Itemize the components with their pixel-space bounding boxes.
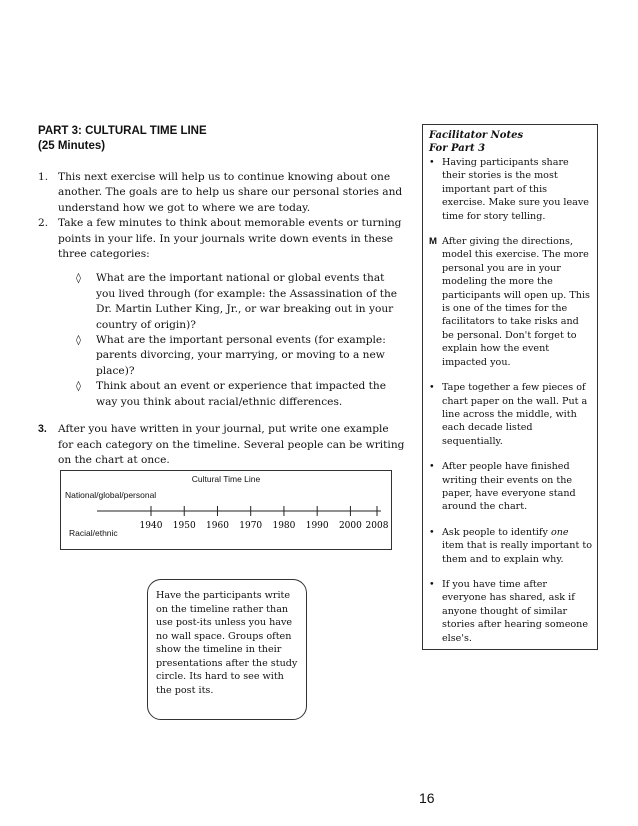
facilitator-title-line2: For Part 3 <box>429 143 486 154</box>
bullet-icon: • <box>429 526 435 538</box>
note-item <box>429 460 593 514</box>
bullet-icon: • <box>429 382 435 394</box>
callout-note-box <box>147 579 307 720</box>
note-text: Tape together a few pieces of chart paper on the wall. Put a line across the middle, with each decade listed sequentially. <box>442 382 588 447</box>
timeline-title: Cultural Time Line <box>191 474 261 484</box>
timeline-ticks <box>140 506 389 531</box>
diamond-bullet-icon: ◊ <box>76 381 81 393</box>
step-3 <box>38 422 406 468</box>
category-list <box>38 271 406 410</box>
bullet-icon: • <box>429 578 435 590</box>
heading-title: PART 3: CULTURAL TIME LINE <box>38 125 207 137</box>
category-item <box>38 333 406 379</box>
step-2 <box>38 216 406 262</box>
note-text: After people have finished writing their events on the paper, have everyone stand around the chart. <box>442 461 576 513</box>
diamond-bullet-icon: ◊ <box>76 335 81 347</box>
facilitator-notes-box <box>422 124 598 650</box>
note-item <box>429 156 593 223</box>
callout-text: Have the participants write on the timeline rather than use post-its unless you have no wall space. Groups often show the timeline in their presentations after the study circle. Its hard to see with the post its. <box>156 590 298 696</box>
timeline-year-label: 1950 <box>172 521 196 531</box>
step-number: 1. <box>38 171 49 183</box>
category-item <box>38 271 406 333</box>
note-item <box>429 381 593 448</box>
timeline-top-label: National/global/personal <box>65 490 157 500</box>
timeline-bottom-label: Racial/ethnic <box>69 528 118 538</box>
category-item <box>38 379 406 410</box>
heading-duration: (25 Minutes) <box>38 140 106 152</box>
note-text-end: item that is really important to them and to explain why. <box>442 540 592 565</box>
note-item <box>429 235 593 369</box>
note-emphasis: one <box>550 526 569 538</box>
m-bullet-icon: M <box>429 236 437 248</box>
step-number: 3. <box>38 423 47 436</box>
note-text-start: Ask people to identify <box>442 526 551 538</box>
step-text: After you have written in your journal, put write one example for each category on the timeline. Several people can be writing on the chart at once. <box>58 423 405 466</box>
bullet-icon: • <box>429 157 435 168</box>
instructions-list <box>38 170 406 468</box>
diamond-bullet-icon: ◊ <box>76 273 81 285</box>
timeline-year-label: 1940 <box>139 521 163 531</box>
step-text: Take a few minutes to think about memorable events or turning points in your life. In your journals write down events in these three categories: <box>58 217 402 261</box>
timeline-year-label: 1990 <box>305 521 329 531</box>
note-text: Having participants share their stories is the most important part of this exercise. Make sure you leave time for story telling. <box>442 157 589 222</box>
category-text: Think about an event or experience that impacted the way you think about racial/ethnic differences. <box>96 380 387 408</box>
facilitator-notes-list <box>429 156 593 657</box>
cultural-timeline-diagram <box>60 470 392 550</box>
timeline-year-label: 1960 <box>206 521 229 531</box>
bullet-icon: • <box>429 461 435 473</box>
timeline-year-label: 2008 <box>365 521 389 531</box>
timeline-year-label: 1970 <box>239 521 263 531</box>
step-number: 2. <box>38 217 49 230</box>
facilitator-title-line1: Facilitator Notes <box>429 130 524 141</box>
page-number: 16 <box>419 790 435 806</box>
note-text: After giving the directions, model this exercise. The more personal you are in your modeling the more the participants will open up. This is one of the times for the facilitators to take risks and be personal. Don't forget to explain how the event impacted you. <box>442 236 590 368</box>
note-text: If you have time after everyone has shared, ask if anyone thought of similar stories after hearing someone else's. <box>442 578 589 644</box>
timeline-year-label: 2000 <box>338 521 362 531</box>
category-text: What are the important personal events (for example: parents divorcing, your marrying, or moving to a new place)? <box>96 334 386 377</box>
note-item <box>429 526 593 566</box>
note-item <box>429 578 593 645</box>
category-text: What are the important national or global events that you lived through (for example: the Assassination of the Dr. Martin Luther King, Jr., or war breaking out in your country of origin)? <box>96 272 398 331</box>
facilitator-notes-title <box>429 129 523 155</box>
timeline-year-label: 1980 <box>272 521 296 531</box>
section-heading <box>38 124 406 154</box>
main-content <box>38 124 406 468</box>
step-1 <box>38 170 406 216</box>
step-text: This next exercise will help us to continue knowing about one another. The goals are to help us share our personal stories and understand how we got to where we are today. <box>58 171 403 214</box>
